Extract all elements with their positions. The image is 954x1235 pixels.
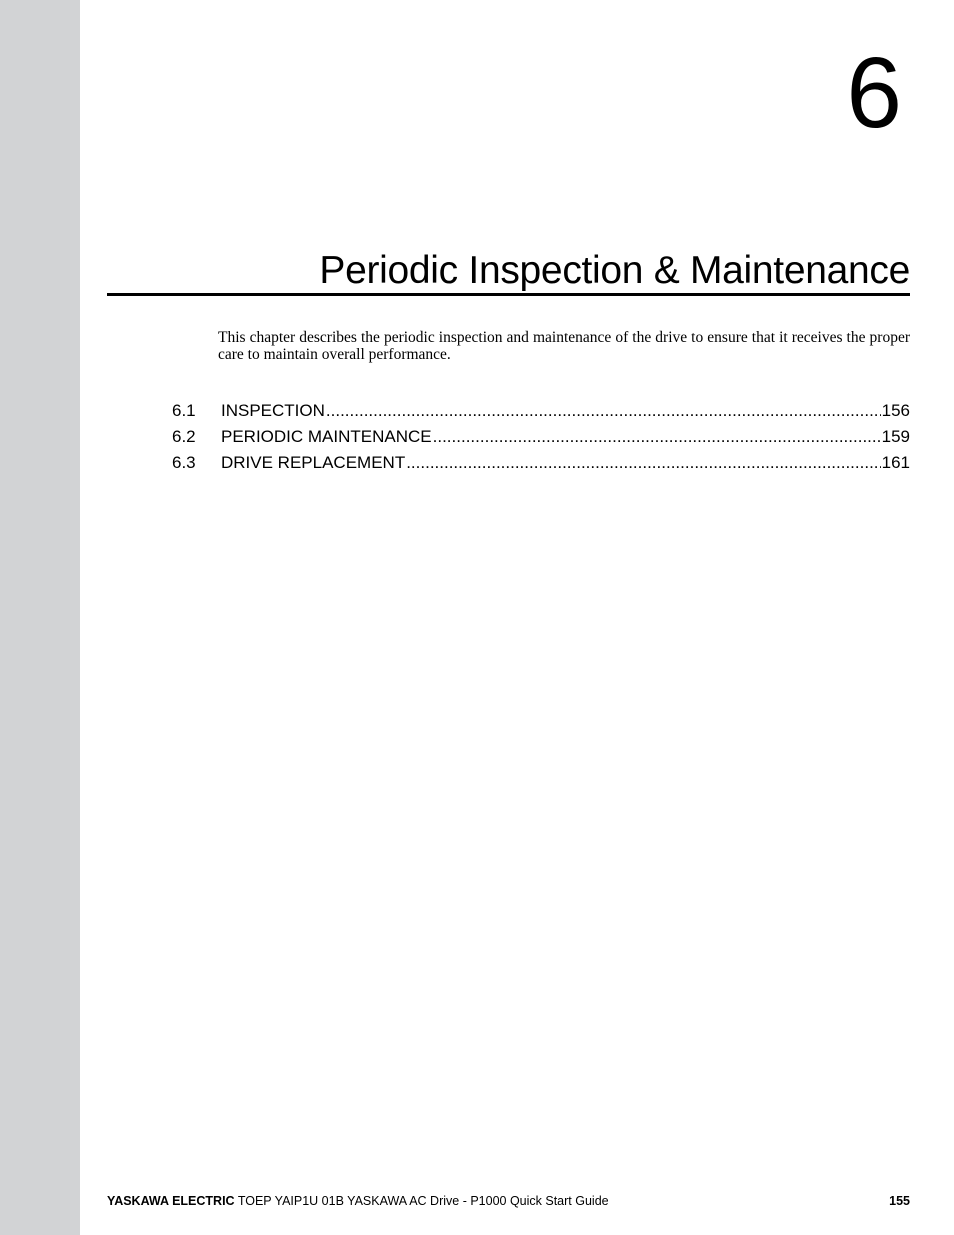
toc-dot-leader: [433, 426, 881, 448]
footer-page-number: 155: [889, 1194, 910, 1208]
toc-dot-leader: [406, 452, 880, 474]
chapter-number: 6: [846, 37, 902, 149]
footer-document-info: [107, 1193, 609, 1209]
toc-entry-inspection[interactable]: [172, 400, 910, 426]
toc-entry-periodic-maintenance[interactable]: [172, 426, 910, 452]
table-of-contents: [172, 400, 910, 478]
toc-entry-drive-replacement[interactable]: [172, 452, 910, 478]
toc-dot-leader: [326, 400, 881, 422]
toc-entry-number: 6.2: [172, 427, 196, 446]
toc-entry-label[interactable]: PERIODIC MAINTENANCE: [221, 427, 432, 446]
toc-entry-number: 6.1: [172, 401, 196, 420]
chapter-title: Periodic Inspection & Maintenance: [319, 249, 910, 292]
toc-entry-number: 6.3: [172, 453, 196, 472]
toc-entry-page[interactable]: 156: [881, 401, 910, 420]
toc-entry-page[interactable]: 159: [881, 427, 910, 446]
toc-entry-page[interactable]: 161: [881, 453, 910, 472]
side-margin-bar: [0, 0, 80, 1235]
page-footer: [107, 1193, 910, 1209]
footer-brand: YASKAWA ELECTRIC: [107, 1194, 235, 1208]
footer-doc-title: TOEP YAIP1U 01B YASKAWA AC Drive - P1000 Quick Start Guide: [237, 1194, 609, 1208]
chapter-intro: This chapter describes the periodic inspection and maintenance of the drive to ensure that it receives the proper care to maintain overall performance.: [218, 329, 910, 363]
title-rule: [107, 293, 910, 296]
toc-entry-label[interactable]: DRIVE REPLACEMENT: [221, 453, 406, 472]
toc-entry-label[interactable]: INSPECTION: [221, 401, 325, 420]
